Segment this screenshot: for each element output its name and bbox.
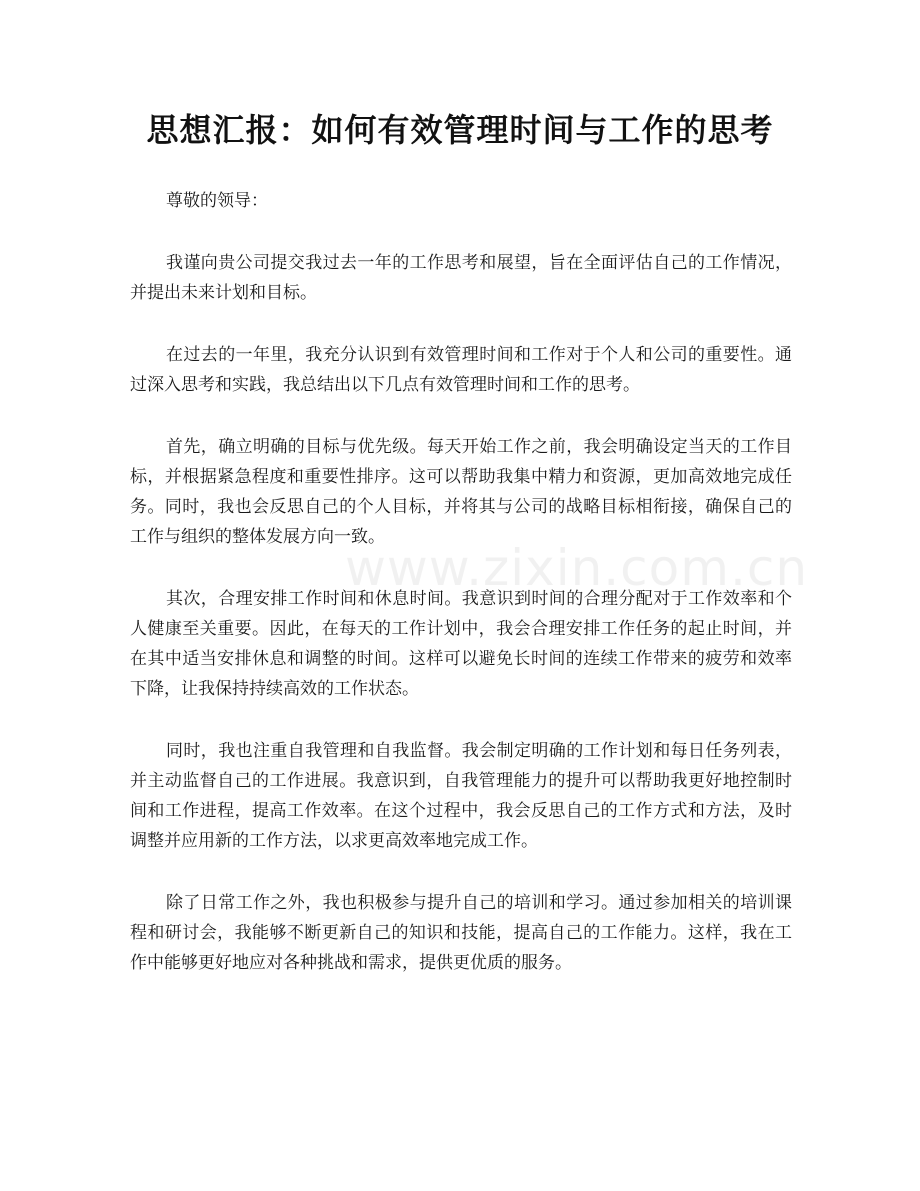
paragraph-goals: 首先，确立明确的目标与优先级。每天开始工作之前，我会明确设定当天的工作目标，并根据紧急程度和重要性排序。这可以帮助我集中精力和资源，更加高效地完成任务。同时，我也会反思自己的个人目标，并将其与公司的战略目标相衔接，确保自己的工作与组织的整体发展方向一致。 [130, 437, 792, 547]
paragraph-overview: 在过去的一年里，我充分认识到有效管理时间和工作对于个人和公司的重要性。通过深入思考和实践，我总结出以下几点有效管理时间和工作的思考。 [130, 345, 792, 395]
watermark: www.zixin.com.cn [345, 539, 809, 597]
document-body [130, 186, 792, 1010]
page-title: 思想汇报：如何有效管理时间与工作的思考 [146, 111, 774, 149]
paragraph-training: 除了日常工作之外，我也积极参与提升自己的培训和学习。通过参加相关的培训课程和研讨会，我能够不断更新自己的知识和技能，提高自己的工作能力。这样，我在工作中能够更好地应对各种挑战和需求，提供更优质的服务。 [130, 893, 792, 973]
paragraph-self-management: 同时，我也注重自我管理和自我监督。我会制定明确的工作计划和每日任务列表，并主动监督自己的工作进展。我意识到，自我管理能力的提升可以帮助我更好地控制时间和工作进程，提高工作效率。在这个过程中，我会反思自己的工作方式和方法，及时调整并应用新的工作方法，以求更高效率地完成工作。 [130, 741, 792, 851]
paragraph-intro: 我谨向贵公司提交我过去一年的工作思考和展望，旨在全面评估自己的工作情况，并提出未来计划和目标。 [130, 253, 792, 303]
salutation: 尊敬的领导： [166, 191, 268, 211]
paragraph-schedule: 其次，合理安排工作时间和休息时间。我意识到时间的合理分配对于工作效率和个人健康至关重要。因此，在每天的工作计划中，我会合理安排工作任务的起止时间，并在其中适当安排休息和调整的时间。这样可以避免长时间的连续工作带来的疲劳和效率下降，让我保持持续高效的工作状态。 [130, 589, 792, 699]
